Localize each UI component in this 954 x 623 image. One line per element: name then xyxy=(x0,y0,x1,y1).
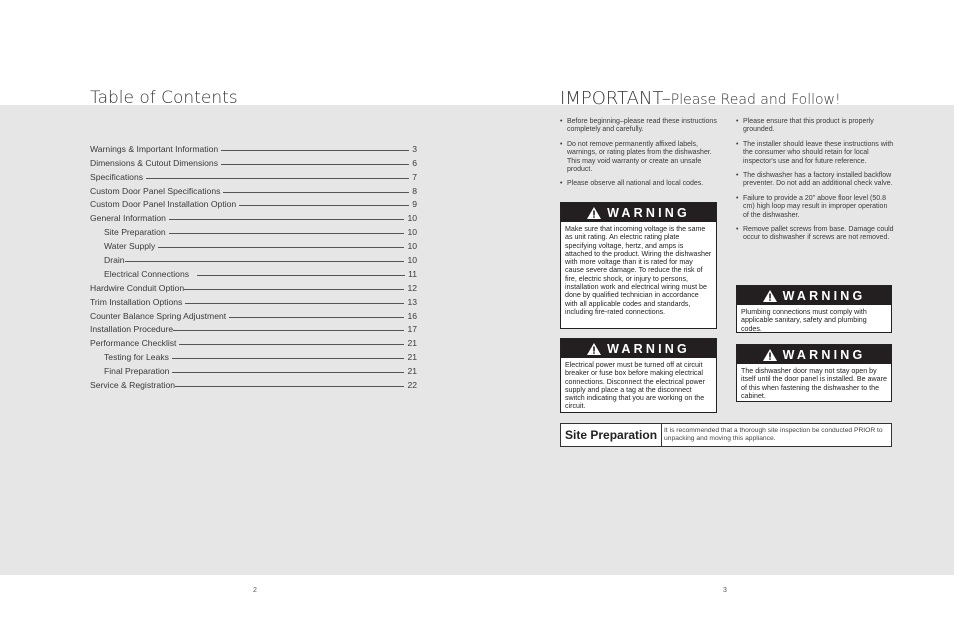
toc-entry-page: 10 xyxy=(407,227,417,238)
toc-title: Table of Contents xyxy=(90,88,238,108)
toc-entry[interactable] xyxy=(90,376,417,390)
bullet-item: • Do not remove permanently affixed labels, warnings, or rating plates from the dishwasher. This may void warranty or create an unsafe product. xyxy=(560,141,718,175)
warning-box-power xyxy=(560,338,717,413)
warning-text: Plumbing connections must comply with applicable sanitary, safety and plumbing codes. xyxy=(741,308,867,333)
toc-entry-label: Custom Door Panel Installation Option xyxy=(90,199,237,210)
warning-triangle-icon xyxy=(763,349,777,361)
warning-label: WARNING xyxy=(782,347,866,362)
warning-triangle-icon xyxy=(587,207,601,219)
warning-box-plumbing xyxy=(736,285,892,333)
bullet-item: • The dishwasher has a factory installed backflow preventer. Do not add an additional check valve. xyxy=(736,172,894,189)
toc-entry[interactable] xyxy=(90,168,417,182)
toc-entry-label: Final Preparation xyxy=(104,366,170,377)
toc-subentry[interactable] xyxy=(90,348,417,362)
warning-box-door xyxy=(736,344,892,402)
toc-leader xyxy=(172,358,404,359)
toc-leader xyxy=(173,330,404,331)
toc-entry-page: 8 xyxy=(412,185,417,196)
toc-entry-page: 6 xyxy=(412,157,417,168)
toc-leader xyxy=(175,386,404,387)
bullet-item: • The installer should leave these instructions with the consumer who should retain for local inspector's use and for future reference. xyxy=(736,141,894,166)
toc-leader xyxy=(239,205,409,206)
warning-label: WARNING xyxy=(607,341,690,356)
warning-header xyxy=(737,345,891,364)
toc-entry-page: 7 xyxy=(412,171,417,182)
toc-entry-page: 21 xyxy=(407,352,417,363)
toc-leader xyxy=(229,317,404,318)
toc-leader xyxy=(197,275,405,276)
toc-entry-page: 22 xyxy=(407,380,417,391)
toc-entry-page: 11 xyxy=(408,268,417,279)
toc-entry-label: Hardwire Conduit Option xyxy=(90,282,185,293)
toc-entry-label: Custom Door Panel Specifications xyxy=(90,185,221,196)
toc-entry[interactable] xyxy=(90,321,417,335)
toc-subentry[interactable] xyxy=(90,362,417,376)
important-title xyxy=(560,88,841,109)
toc-entry-page: 21 xyxy=(407,366,417,377)
toc-entry-label: Drain xyxy=(104,255,125,266)
important-title-sub: Please Read and Follow! xyxy=(670,92,841,108)
toc-entry-page: 21 xyxy=(407,338,417,349)
site-preparation-text: It is recommended that a thorough site inspection be conducted PRIOR to unpacking and moving this appliance. xyxy=(661,424,891,446)
toc-entry[interactable] xyxy=(90,196,417,210)
toc-entry-page: 10 xyxy=(407,241,417,252)
table-of-contents xyxy=(90,140,417,390)
toc-entry-label: General Information xyxy=(90,213,166,224)
toc-leader xyxy=(185,303,404,304)
bullet-item: • Please observe all national and local codes. xyxy=(560,180,718,188)
warning-box-voltage xyxy=(560,202,717,329)
toc-leader xyxy=(172,372,404,373)
toc-entry-page: 16 xyxy=(407,310,417,321)
toc-entry-label: Performance Checklist xyxy=(90,338,177,349)
toc-entry[interactable] xyxy=(90,279,417,293)
toc-entry-page: 10 xyxy=(407,255,417,266)
warning-header xyxy=(561,203,716,222)
toc-leader xyxy=(221,150,409,151)
warning-triangle-icon xyxy=(763,290,777,302)
page-number-left: 2 xyxy=(253,587,257,594)
toc-entry-label: Site Preparation xyxy=(104,227,166,238)
toc-entry-page: 17 xyxy=(407,324,417,335)
toc-entry-page: 10 xyxy=(407,213,417,224)
toc-leader xyxy=(184,289,404,290)
warning-header xyxy=(737,286,891,305)
important-title-main: IMPORTANT– xyxy=(560,88,671,109)
toc-leader xyxy=(169,219,404,220)
toc-entry-label: Warnings & Important Information xyxy=(90,143,219,154)
toc-leader xyxy=(146,178,409,179)
toc-entry-label: Counter Balance Spring Adjustment xyxy=(90,310,227,321)
toc-entry-label: Dimensions & Cutout Dimensions xyxy=(90,157,219,168)
toc-entry-label: Service & Registration xyxy=(90,380,176,391)
bullet-item: • Before beginning–please read these instructions completely and carefully. xyxy=(560,118,718,135)
toc-entry[interactable] xyxy=(90,140,417,154)
warning-text: Make sure that incoming voltage is the same as unit rating. An electric rating plate specifying voltage, hertz, and amps is attached to the product. Wiring the dishwasher with more voltage than it is rated for may cause severe damage. To reduce the risk of fire, electric shock, or injury to persons, installation work and electrical wiring must be done by qualified technician in accordance with all applicable codes and standards, including fire-rated connections. xyxy=(565,225,712,316)
toc-entry[interactable] xyxy=(90,334,417,348)
toc-entry-label: Trim Installation Options xyxy=(90,296,183,307)
toc-subentry[interactable] xyxy=(90,237,417,251)
site-preparation-label: Site Preparation xyxy=(565,428,658,442)
warning-text: The dishwasher door may not stay open by itself until the door panel is installed. Be aware of this when fastening the dishwasher to the cabinet. xyxy=(741,367,887,400)
toc-entry-page: 12 xyxy=(407,282,417,293)
toc-subentry[interactable] xyxy=(90,265,417,279)
site-preparation-box xyxy=(560,423,892,447)
toc-subentry[interactable] xyxy=(90,223,417,237)
toc-leader xyxy=(158,247,404,248)
bullet-item: • Failure to provide a 20" above floor level (50.8 cm) high loop may result in improper operation of the dishwasher. xyxy=(736,195,894,220)
toc-entry-label: Specifications xyxy=(90,171,144,182)
toc-entry[interactable] xyxy=(90,154,417,168)
warning-label: WARNING xyxy=(782,288,866,303)
toc-entry[interactable] xyxy=(90,182,417,196)
toc-entry[interactable] xyxy=(90,209,417,223)
toc-entry-label: Water Supply xyxy=(104,241,156,252)
warning-header xyxy=(561,339,716,358)
toc-entry[interactable] xyxy=(90,307,417,321)
toc-entry-label: Testing for Leaks xyxy=(104,352,169,363)
warning-text: Electrical power must be turned off at circuit breaker or fuse box before making electrical connections. Disconnect the electrical power supply and place a tag at the disconnect switch indicating that you are working on the circuit. xyxy=(565,361,705,411)
toc-entry-page: 13 xyxy=(407,296,417,307)
warning-triangle-icon xyxy=(587,343,601,355)
toc-entry-page: 3 xyxy=(412,143,417,154)
left-bullet-column xyxy=(560,118,718,195)
warning-label: WARNING xyxy=(607,205,690,220)
toc-subentry[interactable] xyxy=(90,251,417,265)
toc-entry-label: Installation Procedure xyxy=(90,324,174,335)
toc-leader xyxy=(179,344,404,345)
right-bullet-column xyxy=(736,118,894,249)
toc-leader xyxy=(169,233,405,234)
toc-entry[interactable] xyxy=(90,293,417,307)
bullet-item: • Remove pallet screws from base. Damage could occur to dishwasher if screws are not removed. xyxy=(736,226,894,243)
toc-entry-page: 9 xyxy=(412,199,417,210)
toc-leader xyxy=(223,192,409,193)
toc-leader xyxy=(221,164,409,165)
bullet-item: • Please ensure that this product is properly grounded. xyxy=(736,118,894,135)
toc-leader xyxy=(125,261,405,262)
toc-entry-label: Electrical Connections xyxy=(104,268,190,279)
page-number-right: 3 xyxy=(723,587,727,594)
